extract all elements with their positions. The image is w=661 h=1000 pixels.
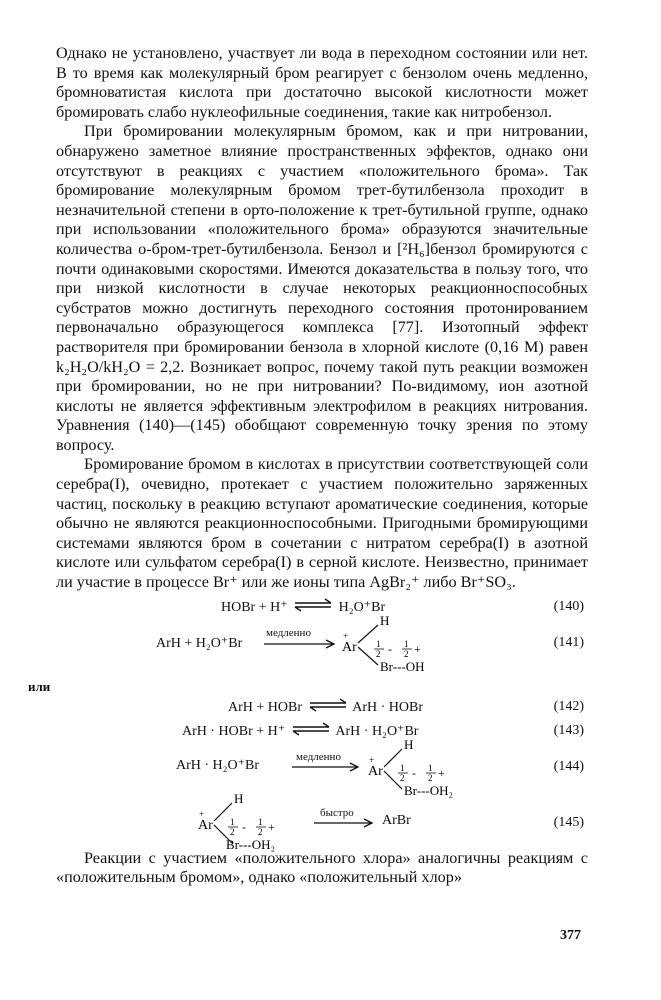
eq142-right: ArH · HOBr (352, 699, 423, 715)
svg-text:Br---OH₂: Br---OH₂ (404, 782, 454, 798)
svg-text:1: 1 (376, 638, 381, 649)
svg-text:+: + (369, 754, 375, 765)
svg-text:2: 2 (400, 772, 405, 783)
paragraph-2: При бромировании молекулярным бромом, как и при нитровании, обнаружено заметное влияние пространственных эффектов, однако они отсутствуют в реакциях с участием «положительного брома». Так бромирование молекулярным бромом трет-бутилбензола проходит в незначительной степени в орто-положение к трет-бутильной группе, однако при использовании «положительного брома» образуются значительные количества о-бром-трет-бутилбензола. Бензол и [²H₆]бензол бромируются с почти одинаковыми скоростями. Имеются доказательства в пользу того, что при низкой кислотности в случае некоторых реакционноспособных субстратов можно достигнуть переходного состояния протонированием первоначально образующегося комплекса [77]. Изотопный эффект растворителя при бромировании бензола в хлорной кислоте (0,16 M) равен k₂H₂O/kH₂O = 2,2. Возникает вопрос, почему такой путь реакции возможен при бромировании, но не при нитровании? По-видимому, ион азотной кислоты не является эффективным электрофилом в реакциях нитрования. Уравнения (140)—(145) обобщают современную точку зрения по этому вопросу. (56, 122, 588, 454)
page-number: 377 (560, 928, 581, 943)
svg-text:Br---OH₂: Br---OH₂ (226, 836, 276, 852)
equation-141 (156, 629, 243, 651)
svg-text:-: - (412, 765, 416, 780)
svg-text:1: 1 (400, 762, 405, 773)
eq141-arrow-label: медленно (266, 626, 311, 639)
eq143-right: ArH · H₂O⁺Br (335, 723, 419, 739)
svg-text:+: + (414, 641, 421, 656)
equation-number-142: (142) (553, 698, 584, 714)
equation-number-141: (141) (553, 634, 584, 650)
equation-number-140: (140) (553, 598, 584, 614)
svg-text:+: + (438, 765, 445, 780)
svg-text:Ar: Ar (368, 763, 383, 779)
svg-text:2: 2 (230, 826, 235, 837)
equation-number-144: (144) (553, 758, 584, 774)
svg-text:Ar: Ar (198, 817, 213, 833)
paragraph-1: Однако не установлено, участвует ли вода в переходном состоянии или нет. В то время как молекулярный бром реагирует с бензолом очень медленно, бромноватистая кислота при достаточно высокой кислотности может бромировать слабо нуклеофильные соединения, такие как нитробензол. (56, 44, 588, 121)
equation-number-145: (145) (553, 814, 584, 830)
eq144-left: ArH · H₂O⁺Br (176, 757, 260, 773)
equilibrium-arrow-icon (306, 699, 350, 711)
eq141-left: ArH + H₂O⁺Br (156, 635, 243, 651)
equation-number-143: (143) (553, 722, 584, 738)
reaction-arrow-icon (312, 818, 376, 828)
sigma-complex-145-icon (196, 791, 306, 853)
eq145-arrow-label: быстро (320, 806, 354, 819)
reaction-arrow-icon (290, 762, 362, 772)
eq145-right: ArBr (382, 812, 411, 828)
equations-block (28, 595, 588, 852)
svg-text:H: H (404, 736, 414, 752)
svg-text:-: - (242, 819, 246, 834)
svg-text:H: H (380, 612, 390, 628)
svg-text:2: 2 (428, 772, 433, 783)
svg-text:2: 2 (376, 648, 381, 659)
closing-paragraph: Реакции с участием «положительного хлора» аналогичны реакциям с «положительным бромом», однако «положительный хлор» (56, 848, 588, 887)
eq143-left: ArH · HOBr + H⁺ (182, 723, 286, 739)
paragraph-3: Бромирование бромом в кислотах в присутствии соответствующей соли серебра(I), очевидно, протекает с участием положительно заряженных частиц, поскольку в реакцию вступают ароматические соединения, которые обычно не являются реакционноспособными. Пригодными бромирующими системами являются бром в сочетании с нитратом серебра(I) в азотной кислоте или сульфатом серебра(I) в серной кислоте. Неизвестно, принимает ли участие в процессе Br⁺ или же ионы типа AgBr₂⁺ либо Br⁺SO₃. (56, 455, 588, 592)
equation-144 (176, 757, 259, 774)
or-label: или (28, 678, 51, 694)
svg-text:H: H (234, 790, 244, 806)
svg-text:+: + (268, 819, 275, 834)
svg-text:-: - (388, 641, 392, 656)
eq140-right: H₂O⁺Br (338, 599, 386, 615)
page-body (28, 44, 588, 888)
svg-text:1: 1 (428, 762, 433, 773)
svg-text:1: 1 (404, 638, 409, 649)
svg-text:Ar: Ar (342, 639, 357, 655)
svg-text:+: + (199, 808, 205, 819)
svg-text:Br---OH: Br---OH (380, 658, 425, 674)
sigma-complex-141-icon (340, 613, 450, 675)
svg-text:2: 2 (404, 648, 409, 659)
svg-text:1: 1 (230, 816, 235, 827)
reaction-arrow-icon (262, 639, 338, 649)
equilibrium-arrow-icon (289, 723, 333, 735)
sigma-complex-144-icon (366, 737, 476, 799)
eq142-left: ArH + HOBr (228, 699, 302, 715)
eq144-arrow-label: медленно (296, 750, 341, 763)
svg-text:+: + (343, 630, 349, 641)
svg-text:2: 2 (258, 826, 263, 837)
eq140-left: HOBr + H⁺ (221, 599, 288, 615)
equation-142 (228, 699, 423, 716)
svg-text:1: 1 (258, 816, 263, 827)
equilibrium-arrow-icon (291, 599, 335, 611)
